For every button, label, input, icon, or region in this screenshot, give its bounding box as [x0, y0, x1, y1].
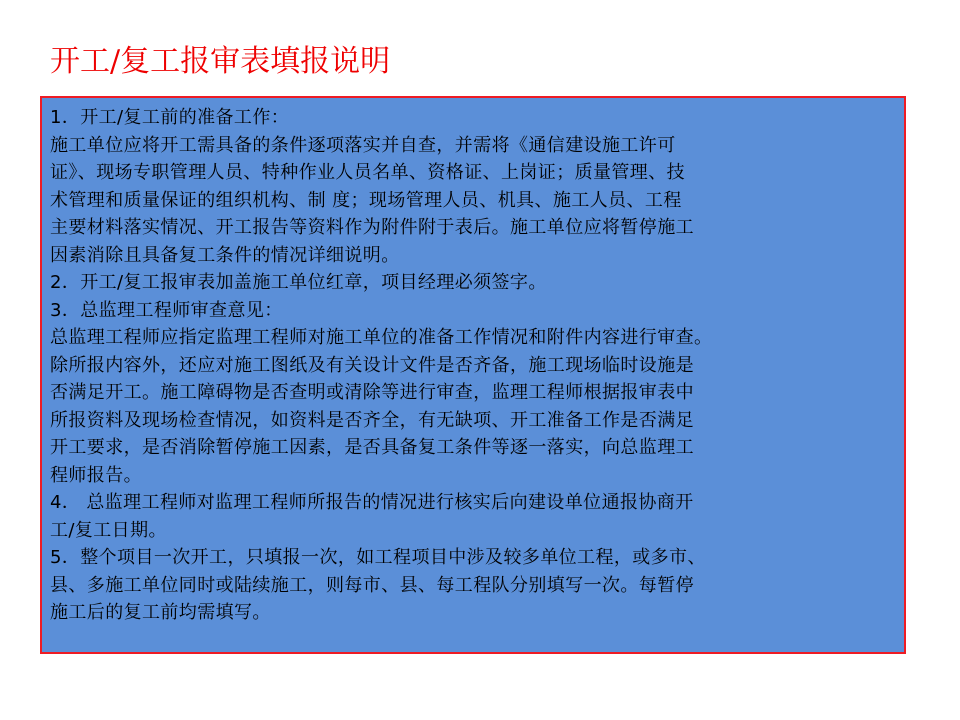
text-line: 程师报告。 [50, 464, 142, 486]
text-line: 证》、现场专职管理人员、特种作业人员名单、资格证、上岗证；质量管理、技 [50, 162, 685, 183]
text-line: 工/复工日期。 [50, 519, 167, 541]
text-line: 4． 总监理工程师对监理工程师所报告的情况进行核实后向建设单位通报协商开 [50, 492, 694, 513]
text-line: 施工后的复工前均需填写。 [50, 602, 271, 623]
text-line: 主要材料落实情况、开工报告等资料作为附件附于表后。施工单位应将暂停施工 [50, 217, 694, 238]
text-line: 除所报内容外，还应对施工图纸及有关设计文件是否齐备，施工现场临时设施是 [50, 354, 694, 376]
text-line: 总监理工程师应指定监理工程师对施工单位的准备工作情况和附件内容进行审查。 [50, 327, 713, 348]
text-line: 县、多施工单位同时或陆续施工，则每市、县、每工程队分别填写一次。每暂停 [50, 574, 694, 596]
text-line: 否满足开工。施工障碍物是否查明或清除等进行审查，监理工程师根据报审表中 [50, 382, 694, 403]
page-title: 开工/复工报审表填报说明 [50, 44, 391, 79]
text-line: 开工要求，是否消除暂停施工因素，是否具备复工条件等逐一落实，向总监理工 [50, 437, 694, 458]
instructions-box [40, 96, 906, 654]
text-line: 3．总监理工程师审查意见： [50, 299, 283, 321]
text-line: 所报资料及现场检查情况，如资料是否齐全，有无缺项、开工准备工作是否满足 [50, 409, 694, 431]
text-line: 因素消除且具备复工条件的情况详细说明。 [50, 244, 400, 266]
text-line: 施工单位应将开工需具备的条件逐项落实并自查，并需将《通信建设施工许可 [50, 134, 676, 156]
text-line: 5．整个项目一次开工，只填报一次，如工程项目中涉及较多单位工程，或多市、 [50, 547, 706, 568]
text-line: 术管理和质量保证的组织机构、制 度；现场管理人员、机具、施工人员、工程 [50, 189, 682, 211]
text-line: 2．开工/复工报审表加盖施工单位红章，项目经理必须签字。 [50, 272, 547, 293]
text-line: 1．开工/复工前的准备工作： [50, 107, 290, 128]
